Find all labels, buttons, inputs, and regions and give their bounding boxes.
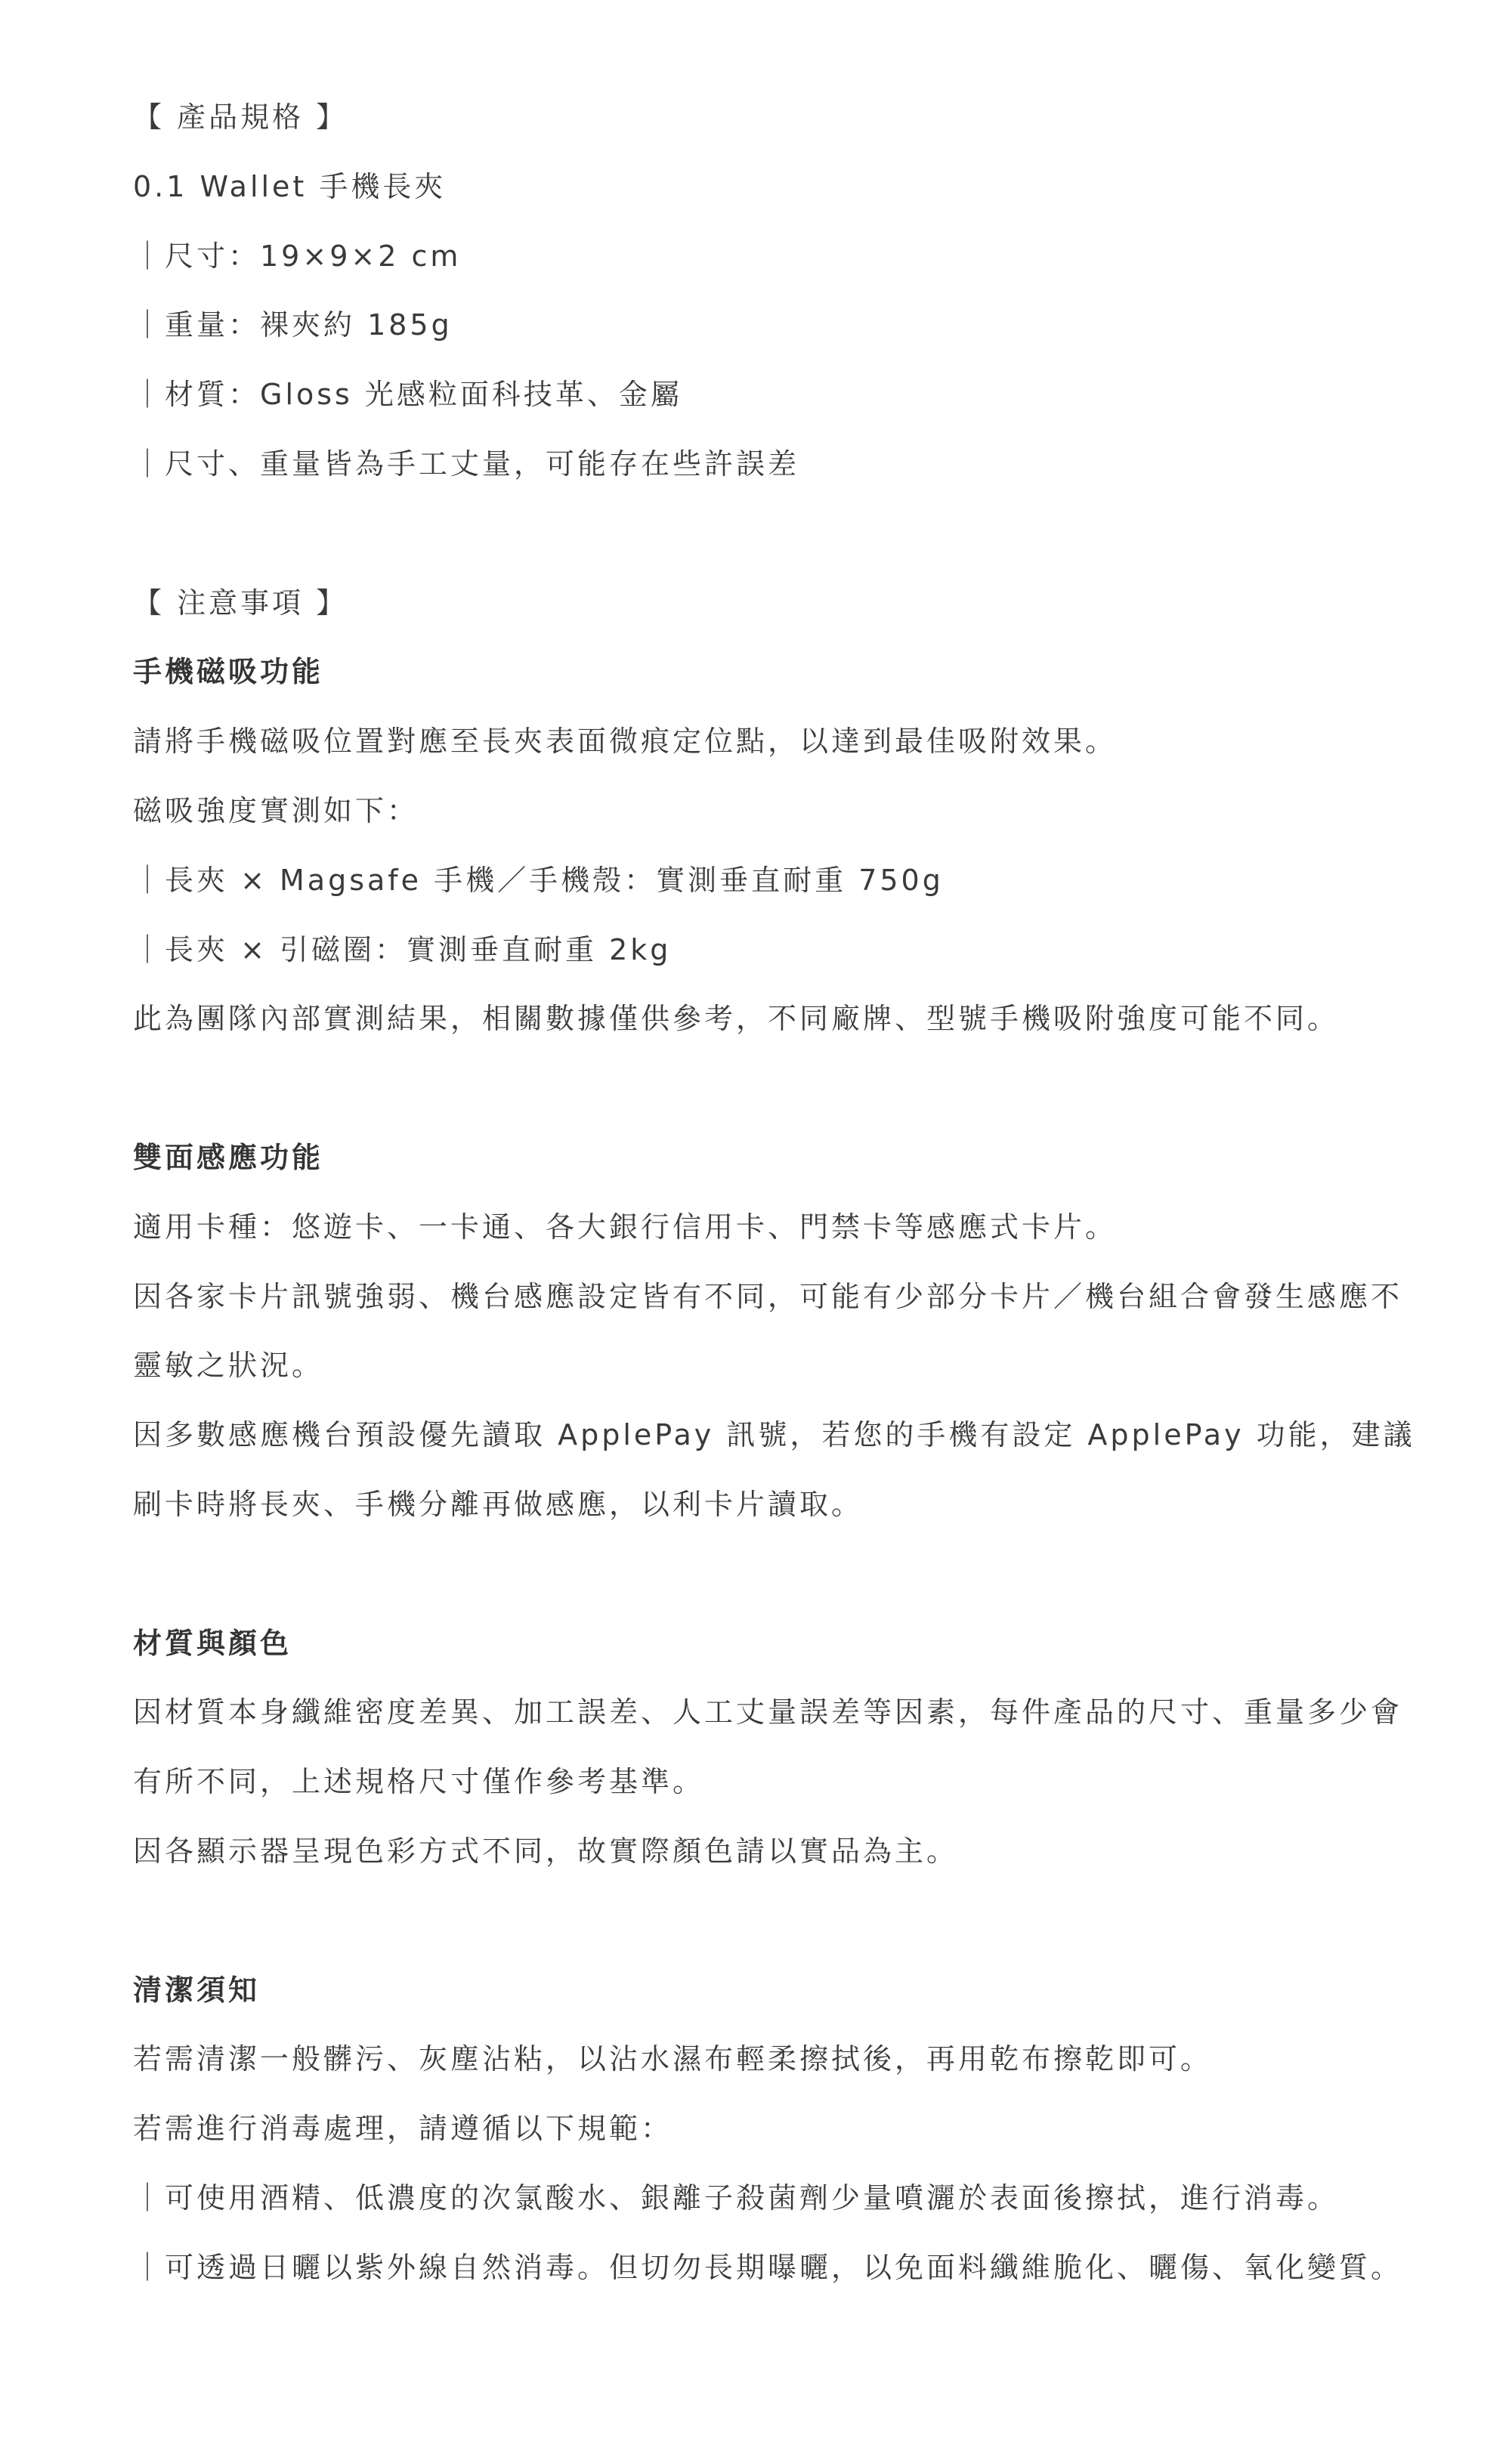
text-line: 適用卡種：悠遊卡、一卡通、各大銀行信用卡、門禁卡等感應式卡片。 (133, 1210, 1118, 1244)
text-line: ｜尺寸：19×9×2 cm (133, 239, 462, 273)
spacer (133, 1054, 1463, 1124)
text-line: ｜可透過日曬以紫外線自然消毒。但切勿長期曝曬，以免面料纖維脆化、曬傷、氧化變質。 (133, 2250, 1403, 2284)
text-line: 因材質本身纖維密度差異、加工誤差、人工丈量誤差等因素，每件產品的尺寸、重量多少會 (133, 1695, 1403, 1729)
text-line: 若需清潔一般髒污、灰塵沾粘，以沾水濕布輕柔擦拭後，再用乾布擦乾即可。 (133, 2042, 1213, 2076)
text-line: 因各顯示器呈現色彩方式不同，故實際顏色請以實品為主。 (133, 1834, 959, 1868)
section-title: 【 產品規格 】 (133, 100, 348, 134)
text-line: ｜可使用酒精、低濃度的次氯酸水、銀離子殺菌劑少量噴灑於表面後擦拭，進行消毒。 (133, 2181, 1340, 2215)
spacer (133, 1887, 1463, 1956)
text-line: 若需進行消毒處理，請遵循以下規範： (133, 2112, 673, 2146)
text-line: 靈敏之狀況。 (133, 1349, 324, 1383)
text-line: ｜重量：裸夾約 185g (133, 308, 453, 342)
text-line: ｜材質：Gloss 光感粒面科技革、金屬 (133, 378, 682, 412)
text-line: 磁吸強度實測如下： (133, 793, 419, 827)
text-line: ｜尺寸、重量皆為手工丈量，可能存在些許誤差 (133, 447, 800, 481)
spacer (133, 499, 1463, 569)
section-heading: 雙面感應功能 (133, 1140, 324, 1174)
text-line: ｜長夾 × 引磁圈：實測垂直耐重 2kg (133, 932, 672, 966)
text-line: 因各家卡片訊號強弱、機台感應設定皆有不同，可能有少部分卡片／機台組合會發生感應不 (133, 1279, 1403, 1313)
text-line: 刷卡時將長夾、手機分離再做感應，以利卡片讀取。 (133, 1487, 864, 1521)
section-heading: 材質與顏色 (133, 1626, 292, 1660)
text-line: 有所不同，上述規格尺寸僅作參考基準。 (133, 1765, 705, 1799)
spacer (133, 1540, 1463, 1609)
text-line: 因多數感應機台預設優先讀取 ApplePay 訊號，若您的手機有設定 ApplePay 功能，建議 (133, 1418, 1415, 1452)
section-heading: 清潔須知 (133, 1973, 261, 2007)
text-line: ｜長夾 × Magsafe 手機／手機殼：實測垂直耐重 750g (133, 863, 944, 897)
section-heading: 手機磁吸功能 (133, 655, 324, 689)
product-notes-document (133, 83, 1463, 2303)
section-title: 【 注意事項 】 (133, 586, 348, 620)
text-line: 此為團隊內部實測結果，相關數據僅供參考，不同廠牌、型號手機吸附強度可能不同。 (133, 1002, 1340, 1036)
text-line: 請將手機磁吸位置對應至長夾表面微痕定位點，以達到最佳吸附效果。 (133, 725, 1118, 759)
text-line: 0.1 Wallet 手機長夾 (133, 169, 447, 203)
